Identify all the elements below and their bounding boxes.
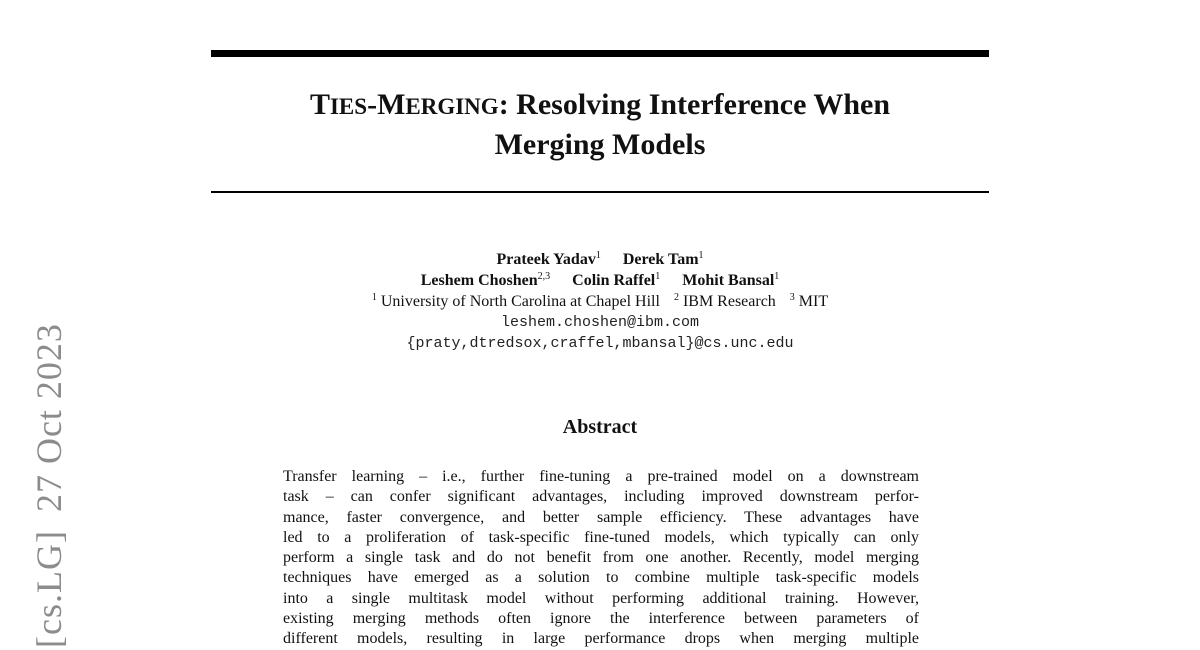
paper-title [211, 86, 989, 164]
affiliation-mark: 3 [789, 292, 795, 303]
author-email[interactable]: {praty,dtredsox,craffel,mbansal}@cs.unc.edu [406, 335, 794, 352]
affiliation-name: IBM Research [682, 293, 776, 310]
author-name: Derek Tam [622, 251, 699, 268]
title-merging-initial: M [377, 88, 406, 121]
abstract-heading: Abstract [562, 416, 638, 438]
affiliation-mark: 2 [673, 292, 679, 303]
abstract-line: different models, resulting in large performance drops when merging multiple [283, 630, 919, 648]
title-line-1 [211, 86, 989, 126]
abstract-line: perform a single task and do not benefit from one another. Recently, model merging [283, 549, 919, 567]
author-affiliation-mark: 1 [774, 271, 780, 282]
author-name: Mohit Bansal [682, 272, 775, 289]
title-ties-rest: IES [329, 94, 368, 119]
author-email[interactable]: leshem.choshen@ibm.com [500, 314, 700, 331]
title-dash: - [367, 88, 378, 121]
arxiv-date: 27 Oct 2023 [29, 323, 69, 513]
author-block [211, 249, 989, 354]
title-line-2: Merging Models [494, 128, 706, 161]
author-affiliation-mark: 1 [655, 271, 661, 282]
affiliation-mark: 1 [371, 292, 377, 303]
author-affiliation-mark: 2,3 [537, 271, 551, 282]
arxiv-category: [cs.LG] [29, 530, 69, 648]
title-ties-initial: T [309, 88, 330, 121]
abstract-line: into a single multitask model without performing additional training. However, [283, 589, 919, 607]
abstract-line: mance, faster convergence, and better sample efficiency. These advantages have [283, 508, 919, 526]
title-rest-line-1: : Resolving Interference When [498, 88, 891, 121]
affiliation-name: University of North Carolina at Chapel Hill [380, 293, 660, 310]
affiliation-line [211, 291, 989, 312]
author-name: Colin Raffel [572, 272, 656, 289]
title-merging-rest: ERGING [405, 94, 499, 119]
abstract-line: led to a proliferation of task-specific fine-tuned models, which typically can only [283, 528, 919, 546]
author-affiliation-mark: 1 [595, 250, 601, 261]
title-bottom-rule [211, 191, 989, 193]
arxiv-side-stamp [27, 318, 71, 648]
author-name: Prateek Yadav [496, 251, 596, 268]
affiliation-name: MIT [798, 293, 829, 310]
abstract-line: Transfer learning – i.e., further fine-tuning a pre-trained model on a downstream [283, 468, 919, 485]
abstract-line: existing merging methods often ignore the interference between parameters of [283, 610, 919, 628]
abstract-line: techniques have emerged as a solution to combine multiple task-specific models [283, 569, 919, 587]
abstract-text [283, 467, 919, 650]
author-name: Leshem Choshen [420, 272, 538, 289]
title-top-rule [211, 50, 989, 57]
author-line-1 [211, 249, 989, 270]
author-line-2 [211, 270, 989, 291]
author-affiliation-mark: 1 [698, 250, 704, 261]
abstract-line: task – can confer significant advantages, including improved downstream perfor- [283, 488, 919, 506]
